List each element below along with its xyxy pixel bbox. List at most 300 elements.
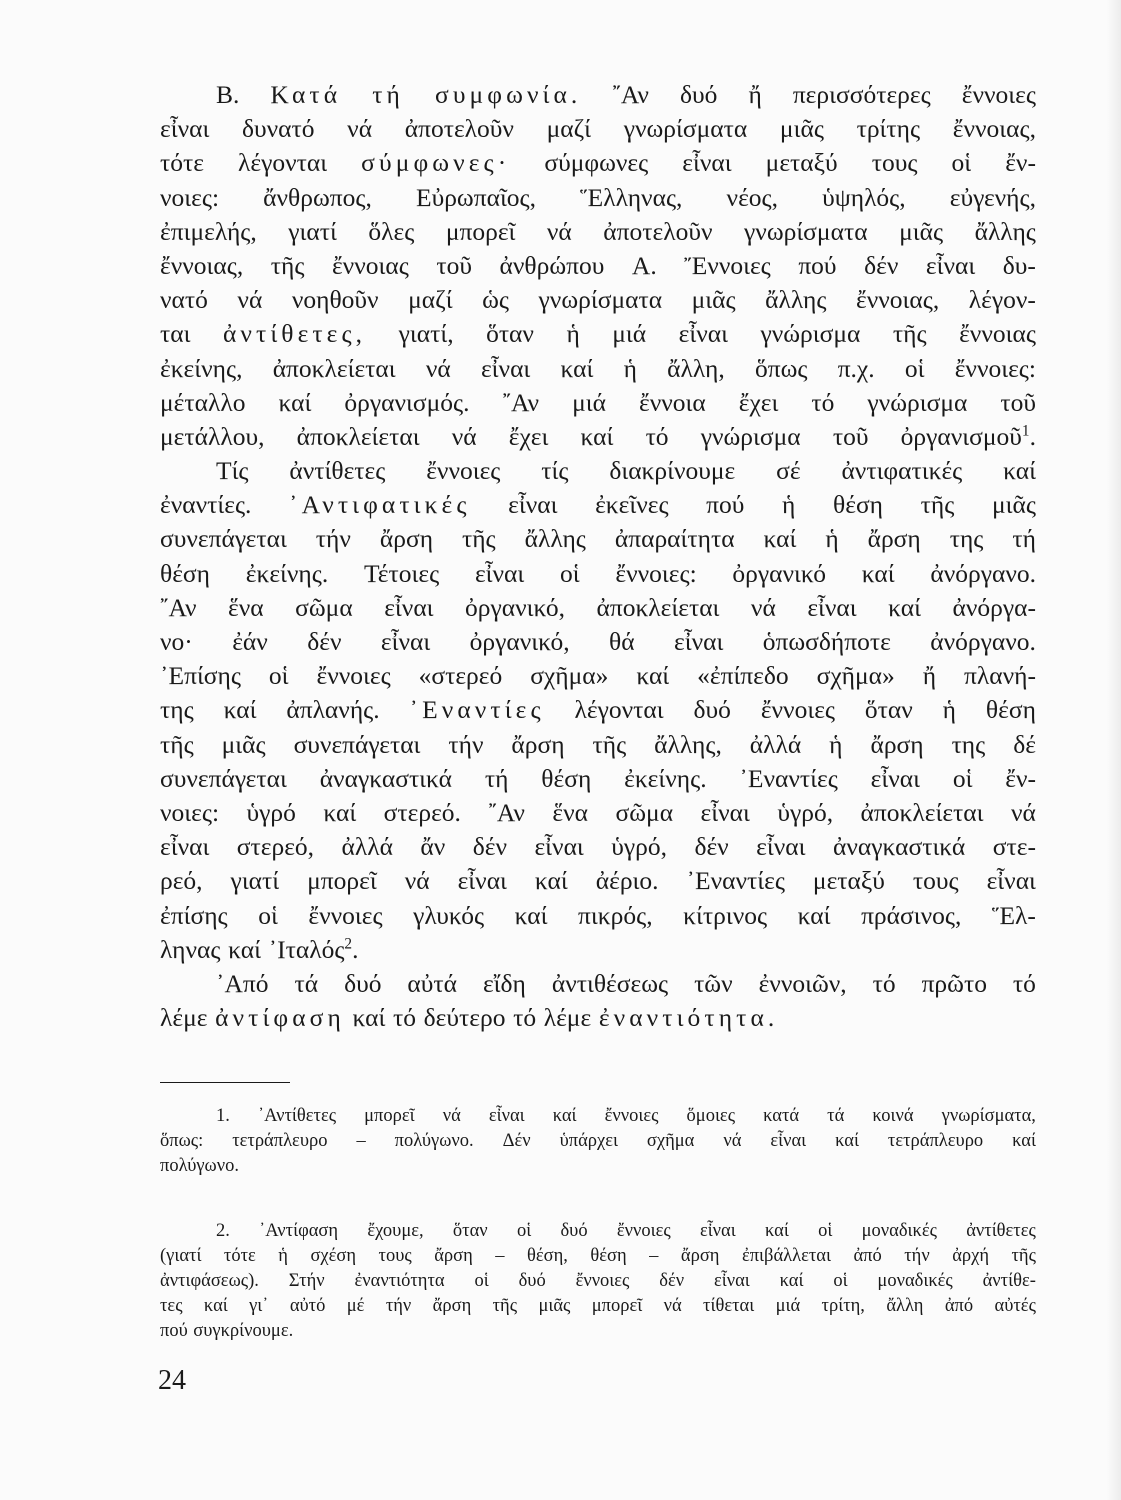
word: συγκρίνουμε.	[193, 1321, 294, 1341]
word: λέγονται	[574, 695, 664, 725]
word: εἴδη	[482, 968, 526, 998]
word: εἶναι	[474, 558, 525, 588]
word: τό	[811, 387, 835, 417]
word: στε-	[992, 832, 1036, 862]
word: γλυκός	[413, 900, 485, 930]
word: Δέν	[502, 1131, 531, 1151]
text-line	[160, 181, 1036, 215]
word: μετάλλου,	[160, 421, 265, 451]
word: ἄρση	[379, 524, 434, 554]
word: οἱ	[560, 558, 580, 588]
word: συμφωνία.	[435, 80, 582, 109]
word: θέση	[833, 490, 884, 520]
word: (γιατί	[160, 1246, 202, 1266]
word: μοναδικές	[877, 1271, 953, 1291]
word: ῎Αν	[502, 387, 540, 417]
word: σχῆμα»	[530, 661, 609, 691]
text-line	[160, 386, 1036, 420]
word: ἀνόργανο.	[930, 627, 1036, 656]
word: ἄλλης	[524, 524, 586, 554]
word: ἡ	[566, 319, 580, 349]
word: θά	[609, 627, 635, 656]
word: ἐκείνης.	[245, 558, 329, 588]
word: οἱ	[818, 1221, 833, 1241]
word: μεταξύ	[765, 148, 838, 178]
word: ἔν-	[1005, 148, 1036, 178]
word: τό	[1012, 968, 1036, 998]
word: εἶναι	[384, 592, 434, 622]
word: τους	[378, 1246, 412, 1266]
word: δέν	[472, 832, 508, 862]
word: τή	[484, 763, 509, 793]
word: νά	[723, 1131, 742, 1151]
word: μπορεῖ	[591, 1296, 643, 1316]
word: τίς	[541, 456, 569, 486]
word: ρεό,	[160, 866, 203, 896]
text-line	[160, 625, 1036, 659]
word: σχῆμα»	[816, 661, 895, 691]
word: ἄλλη	[886, 1296, 924, 1316]
word: ἤ	[748, 80, 762, 109]
word: γι᾿	[249, 1296, 269, 1316]
word: ὅταν	[864, 695, 913, 725]
word: οἱ	[904, 353, 925, 383]
text-line	[160, 1001, 1036, 1035]
word: δέν	[864, 250, 899, 280]
word: ᾿Αντίφαση	[259, 1221, 339, 1241]
word: ἀντιθέσεως	[551, 968, 669, 998]
text-line	[160, 522, 1036, 556]
word: σύμφωνες	[544, 148, 649, 178]
word: ἀντιφάσεως).	[160, 1271, 259, 1291]
word: εἶναι	[488, 1106, 525, 1126]
word: εἶναι	[380, 627, 431, 656]
word: ται	[160, 319, 191, 349]
word: γιατί,	[398, 319, 454, 349]
text-line	[160, 762, 1036, 796]
word: λέμε	[160, 1003, 208, 1033]
word: ἀντιφατικές	[841, 456, 963, 486]
word: ἔν-	[1005, 763, 1036, 793]
word: σῶμα	[615, 797, 674, 827]
word: καί	[580, 421, 614, 451]
word: ἀποτελοῦν	[603, 216, 713, 246]
word: εἶναι	[534, 832, 584, 862]
word: τῆς	[160, 729, 194, 759]
word: ἄρση	[867, 524, 921, 554]
word: ἐάν	[232, 627, 268, 656]
word: –	[356, 1131, 366, 1151]
word: μιά	[572, 387, 606, 417]
word: οἱ	[516, 1221, 532, 1241]
word: εἶναι	[770, 1131, 807, 1151]
word: ἀλλά	[749, 729, 802, 759]
word: 1.	[216, 1106, 230, 1126]
word: τῆς	[1011, 1246, 1036, 1266]
word: μιά	[612, 319, 647, 349]
word: γνώρισμα	[760, 319, 861, 349]
word: ῎Αν	[488, 797, 525, 827]
word: εἶναι	[160, 114, 210, 144]
word: γιατί	[230, 866, 280, 896]
word: πλανή-	[964, 661, 1036, 691]
word: νοιες:	[160, 182, 220, 212]
word: πού	[706, 490, 745, 520]
word: Στήν	[288, 1271, 325, 1291]
page-edge-shadow	[1107, 0, 1121, 1500]
word: τήν	[385, 1296, 412, 1316]
word: οἱ	[833, 1271, 848, 1291]
word: διακρίνουμε	[609, 456, 736, 486]
word: Κατά	[270, 80, 342, 109]
word: ὀργανικό,	[469, 627, 570, 656]
word: της	[160, 695, 194, 725]
footnote-line	[160, 1294, 1036, 1319]
footnote-line	[160, 1244, 1036, 1269]
word: ἀποκλείεται	[272, 353, 396, 383]
text-line	[160, 454, 1036, 488]
word: μιᾶς	[691, 285, 736, 315]
word: ἔννοιας,	[952, 114, 1036, 144]
word: δυό	[518, 1271, 546, 1291]
word: ἔννοιες	[575, 1271, 630, 1291]
word: –	[649, 1246, 659, 1266]
word: συνεπάγεται	[160, 524, 287, 554]
word: τά	[294, 968, 319, 998]
word: νά	[1010, 797, 1036, 827]
word: ἔννοιες	[616, 1221, 671, 1241]
word: ἕνα	[228, 592, 264, 622]
word: ἔννοιας,	[160, 250, 244, 280]
word: τοῦ	[436, 250, 472, 280]
word: ὑπάρχει	[559, 1131, 618, 1151]
word: εἶναι	[699, 1221, 736, 1241]
word: ἀντίθετες	[966, 1221, 1036, 1241]
word: ἐναντιότητα.	[598, 1003, 779, 1033]
word: μέ	[346, 1296, 365, 1316]
word: ἀποτελοῦν	[404, 114, 514, 144]
word: ἄρση	[432, 1296, 472, 1316]
word: ἐννοιῶν,	[758, 968, 847, 998]
word: σῶμα	[295, 592, 353, 622]
word: τήν	[904, 1246, 930, 1266]
text-line	[160, 317, 1036, 351]
footnote-rule	[160, 1082, 290, 1083]
word: αὐτές	[994, 1296, 1036, 1316]
word: τῆς	[461, 524, 496, 554]
word: ἐναντιότητα	[354, 1271, 445, 1291]
word: καί	[763, 524, 797, 554]
word: λέμε	[543, 1003, 592, 1033]
word: ἐπίσης	[160, 900, 228, 930]
word: ἄλλης	[765, 285, 827, 315]
word: ἡ	[829, 729, 843, 759]
word: ἀνόργανο.	[930, 558, 1036, 588]
word: εἶναι	[756, 832, 806, 862]
word: καί	[534, 866, 568, 896]
word: ᾿Εναντίες	[686, 866, 785, 896]
word: οἱ	[952, 763, 973, 793]
word: ἔννοιες	[316, 661, 391, 691]
word: ὅταν	[452, 1221, 488, 1241]
word: ἀποκλείεται	[860, 797, 984, 827]
word: ᾿Εναντίες	[409, 695, 545, 725]
word: καί	[1012, 1131, 1036, 1151]
word: εἶναι	[508, 490, 558, 520]
word: τό	[872, 968, 896, 998]
word: καί	[514, 900, 548, 930]
word: τους	[871, 148, 918, 178]
word: μοναδικές	[861, 1221, 937, 1241]
word: καί	[888, 592, 921, 622]
word: εἶναι	[682, 148, 732, 178]
text-line	[160, 659, 1036, 693]
word: καί	[278, 387, 312, 417]
word: ἔννοιας,	[856, 285, 940, 315]
word: ἐκείνης.	[624, 763, 707, 793]
word: –	[495, 1246, 505, 1266]
footnote-line	[160, 1104, 1036, 1129]
word: νά	[425, 353, 451, 383]
word: ἐναντίες.	[160, 490, 252, 520]
word: τρίτη,	[821, 1296, 865, 1316]
word: καί	[797, 900, 831, 930]
word: ὅταν	[486, 319, 534, 349]
word: μιᾶς	[538, 1296, 571, 1316]
word: ἀέριο.	[595, 866, 659, 896]
word: νά	[750, 592, 776, 622]
footnote-line	[160, 1154, 1036, 1179]
word: νατό	[160, 285, 208, 315]
word: καί	[779, 1271, 804, 1291]
word: ἔννοια	[639, 387, 706, 417]
word: ἄλλης,	[654, 729, 722, 759]
word: της	[949, 524, 984, 554]
word: σχῆμα	[646, 1131, 695, 1151]
word: μιᾶς	[221, 729, 266, 759]
word: συνεπάγεται	[293, 729, 421, 759]
word: «στερεό	[418, 661, 503, 691]
word: ᾿Από	[216, 968, 269, 998]
word: ᾿Ιταλός$^2$.	[268, 934, 359, 964]
word: τό	[393, 1003, 417, 1033]
word: ἔννοιες	[308, 900, 383, 930]
word: μεταξύ	[812, 866, 885, 896]
word: ἄρση	[680, 1246, 720, 1266]
word: ἀρχή	[952, 1246, 990, 1266]
word: ἀντίθε-	[982, 1271, 1036, 1291]
word: ἀνθρώπου	[499, 250, 605, 280]
page-number: 24	[158, 1365, 186, 1396]
word: μπορεῖ	[445, 216, 516, 246]
word: λέγον-	[968, 285, 1036, 315]
word: μιά	[775, 1296, 801, 1316]
word: νά	[442, 1106, 461, 1126]
word: καί	[764, 1221, 789, 1241]
word: ῎Αν	[160, 592, 197, 622]
word: μιᾶς	[899, 216, 944, 246]
word: ἔννοιες	[426, 456, 501, 486]
word: εἶναι	[457, 866, 507, 896]
word: Β.	[216, 80, 240, 109]
word: δυό	[344, 968, 382, 998]
text-line	[160, 112, 1036, 146]
word: ἀντίθετες	[289, 456, 386, 486]
word: μαζί	[546, 114, 592, 144]
word: Ἕλληνας,	[580, 182, 683, 212]
word: ληνας	[160, 934, 221, 964]
word: θέση	[541, 763, 592, 793]
word: πικρός,	[578, 900, 653, 930]
word: οἱ	[474, 1271, 489, 1291]
word: δεύτερο	[423, 1003, 506, 1033]
word: ὀργανικό	[732, 558, 826, 588]
word: τότε	[223, 1246, 256, 1266]
word: δυ-	[1002, 250, 1036, 280]
word: ἡ	[782, 490, 796, 520]
word: δέν	[307, 627, 342, 656]
word: τήν	[315, 524, 351, 554]
word: πού	[798, 250, 837, 280]
word: γνώρισμα	[700, 421, 801, 451]
word: ἡ	[278, 1246, 288, 1266]
word: δέ	[1013, 729, 1036, 759]
text-line	[160, 283, 1036, 317]
word: θέση	[985, 695, 1036, 725]
word: οἱ	[258, 900, 278, 930]
word: περισσότερες	[792, 80, 931, 109]
word: ἀποκλείεται	[296, 421, 420, 451]
word: ἀλλά	[341, 832, 393, 862]
word: καί	[560, 353, 594, 383]
word: ἔννοιες:	[954, 353, 1036, 383]
word: μπορεῖ	[364, 1106, 415, 1126]
word: ἀπό	[853, 1246, 882, 1266]
word: ὅπως	[754, 353, 808, 383]
word: λέγονται	[238, 148, 328, 178]
word: ἡ	[623, 353, 637, 383]
word: οἱ	[268, 661, 289, 691]
text-line	[160, 967, 1036, 1001]
word: ἀναγκαστικά	[319, 763, 453, 793]
text-line	[160, 591, 1036, 625]
word: δέν	[694, 832, 729, 862]
word: ᾿Αντιφατικές	[289, 490, 471, 520]
word: ὅπως:	[160, 1131, 204, 1151]
text-line	[160, 146, 1036, 180]
word: νά	[451, 421, 477, 451]
word: ἄλλης	[974, 216, 1036, 246]
word: κίτρινος	[683, 900, 768, 930]
word: κοινά	[872, 1106, 914, 1126]
footnote-line	[160, 1319, 1036, 1344]
text-line	[160, 215, 1036, 249]
word: καί	[223, 695, 257, 725]
word: ἔννοιας	[331, 250, 409, 280]
word: εἶναι	[480, 353, 531, 383]
word: ἀπλανής.	[286, 695, 380, 725]
word: πού	[160, 1321, 188, 1341]
word: ἔννοιες	[604, 1106, 659, 1126]
word: π.χ.	[837, 353, 875, 383]
word: νά	[546, 216, 572, 246]
word: ἀντίθετες,	[222, 319, 367, 349]
word: ἄρση	[870, 729, 924, 759]
word: θέση	[160, 558, 211, 588]
word: γνωρίσματα	[623, 114, 748, 144]
word: πράσινος,	[861, 900, 962, 930]
word: ἄρση	[511, 729, 565, 759]
word: νέος,	[726, 182, 779, 212]
word: τῆς	[592, 729, 627, 759]
text-line	[160, 78, 1036, 112]
word: ἐκεῖνες	[595, 490, 669, 520]
word: ἡ	[825, 524, 839, 554]
word: μπορεῖ	[307, 866, 377, 896]
word: ᾿Αντίθετες	[257, 1106, 337, 1126]
footnotes	[160, 1104, 1036, 1344]
word: δυνατό	[241, 114, 315, 144]
word: τή	[372, 80, 404, 109]
word: ἄν	[420, 832, 446, 862]
word: πολύγωνο.	[394, 1131, 474, 1151]
word: γνωρίσματα,	[941, 1106, 1036, 1126]
word: μιᾶς	[991, 490, 1036, 520]
word: ἀνόργα-	[952, 592, 1036, 622]
word: εἶναι	[870, 763, 920, 793]
word: ἄρση	[434, 1246, 473, 1266]
word: νά	[347, 114, 373, 144]
word: τετράπλευρο	[232, 1131, 328, 1151]
word: ἔννοιας	[959, 319, 1036, 349]
word: καί	[1003, 456, 1036, 486]
word: Τίς	[216, 456, 249, 486]
text-line	[160, 728, 1036, 762]
word: εἶναι	[807, 592, 857, 622]
text-line	[160, 557, 1036, 591]
word: τους	[912, 866, 959, 896]
word: τίθεται	[703, 1296, 755, 1316]
word: μέταλλο	[160, 387, 246, 417]
word: τετράπλευρο	[887, 1131, 984, 1151]
word: ἔννοιες:	[615, 558, 697, 588]
word: γιατί	[288, 216, 337, 246]
word: ἔννοιες	[760, 695, 835, 725]
word: νο·	[160, 627, 193, 656]
footnote-line	[160, 1269, 1036, 1294]
word: δέν	[659, 1271, 685, 1291]
text-line	[160, 899, 1036, 933]
word: ἀποκλείεται	[596, 592, 720, 622]
word: τοῦ	[832, 421, 869, 451]
word: ᾿Επίσης	[160, 661, 241, 691]
word: Τέτοιες	[363, 558, 440, 588]
word: ὅλες	[368, 216, 415, 246]
word: πολύγωνο.	[160, 1156, 239, 1176]
word: ἤ	[922, 661, 937, 691]
word: δυό	[693, 695, 731, 725]
word: θέση	[590, 1246, 627, 1266]
word: νά	[404, 866, 430, 896]
word: αὐτό	[289, 1296, 326, 1316]
word: ἄνθρωπος,	[263, 182, 372, 212]
word: ὑγρό,	[611, 832, 667, 862]
word: τήν	[448, 729, 484, 759]
word: Εὐρωπαῖος,	[416, 182, 537, 212]
word: ἔννοιες	[961, 80, 1036, 109]
word: εἶναι	[713, 1271, 750, 1291]
word: ὀργανισμός.	[344, 387, 470, 417]
